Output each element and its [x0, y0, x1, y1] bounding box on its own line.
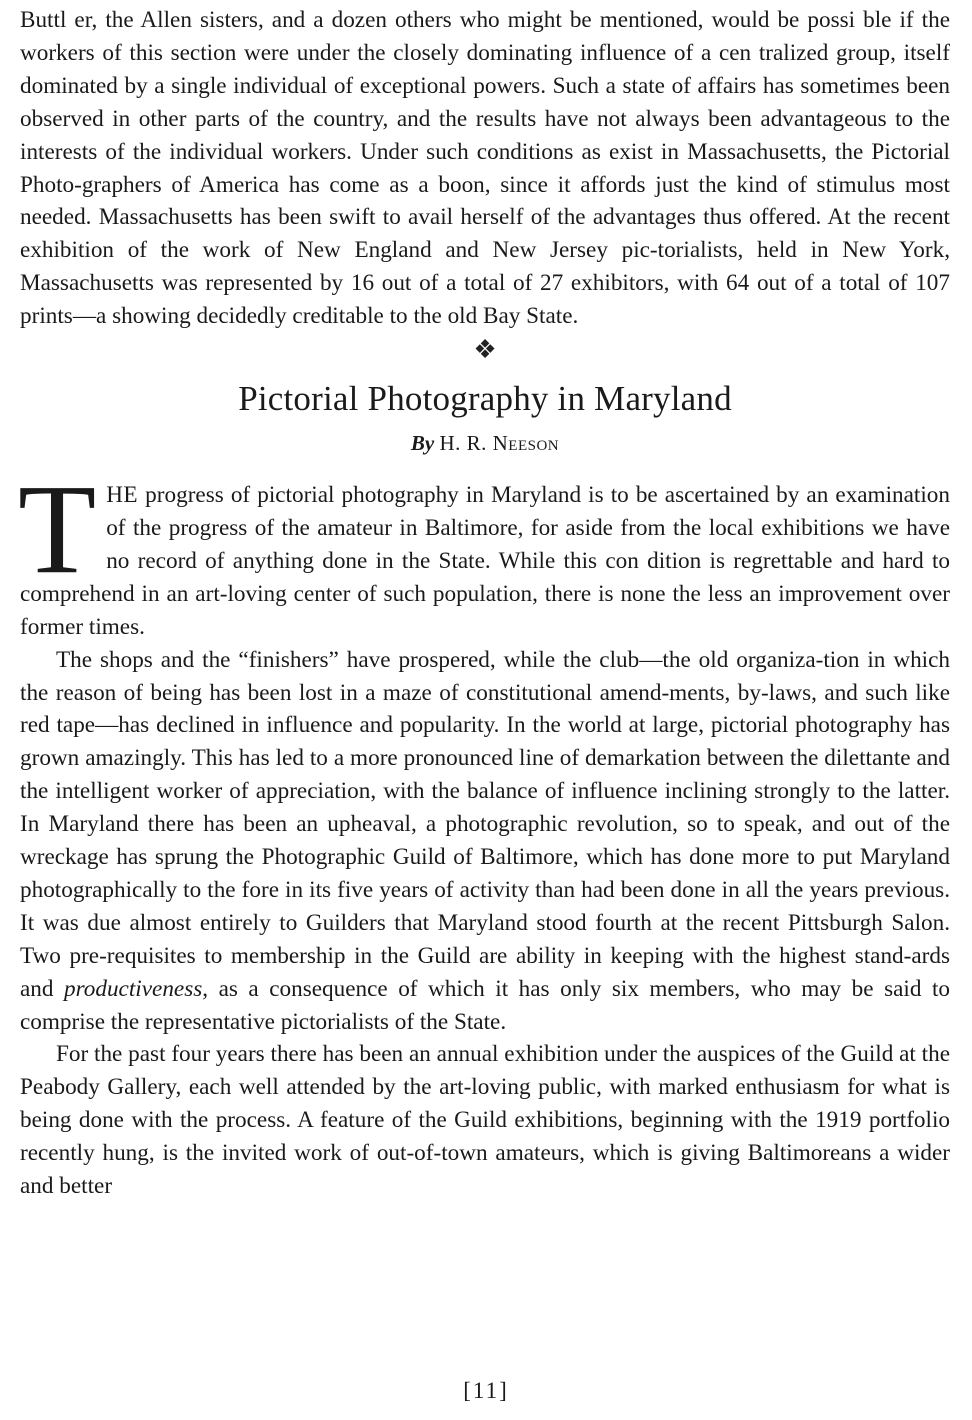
byline — [20, 429, 950, 457]
drop-cap: T — [18, 458, 97, 601]
article-paragraph-3: For the past four years there has been an annual exhibition under the auspices of the Guild at the Peabody Gallery, each well attended by the art-loving public, with marked enthusiasm for what is being done with the process. A feature of the Guild exhibitions, beginning with the 1919 portfolio recently hung, is the invited work of out-of-town amateurs, which is giving Baltimoreans a wider and better — [20, 1041, 950, 1200]
first-word-rest: HE — [106, 482, 139, 509]
emphasis-productiveness: productiveness — [64, 975, 203, 1002]
article-paragraph-1 — [18, 458, 950, 644]
author-name: H. R. Neeson — [439, 431, 560, 456]
page-number: [11] — [463, 1378, 509, 1403]
section-ornament-icon: ❖ — [473, 335, 497, 365]
paragraph-2-text-start: The shops and the “finishers” have prospered, while the club—the old organiza-tion in which the reason of being has been lost in a maze of constitutional amend-ments, by-laws, and such like red tape—has declined in influence and popularity. In the world at large, pictorial photography has grown amazingly. This has led to a more pronounced line of demarkation between the dilettante and the intelligent worker of appreciation, with the balance of influence inclining strongly to the latter. In Maryland there has been an upheaval, a photographic revolution, so to speak, and out of the wreckage has sprung the Photographic Guild of Baltimore, which has done more to put Maryland photographically to the fore in its five years of activity than had been done in all the years previous. It was due almost entirely to Guilders that Maryland stood fourth at the recent Pittsburgh Salon. Two pre-requisites to membership in the Guild are ability in keeping with the highest stand-ards and — [20, 646, 950, 1002]
article-paragraph-2 — [20, 644, 950, 1039]
paragraph-1-text: progress of pictorial photography in Maryland is to be ascertained by an examination of the progress of the amateur in Baltimore, for aside from the local exhibitions we have no record of anything done in the State. While this con dition is regrettable and hard to comprehend in an art-loving center of such population, there is none the less an improvement over former times. — [20, 482, 950, 640]
continuation-paragraph: Buttl er, the Allen sisters, and a dozen others who might be mentioned, would be possi ble if the workers of this section were under the closely dominating influence of a cen tralized group, itself dominated by a single individual of exceptional powers. Such a state of affairs has sometimes been observed in other parts of the country, and the results have not always been advantageous to the interests of the individual workers. Under such conditions as exist in Massachusetts, the Pictorial Photo-graphers of America has come as a boon, since it affords just the kind of stimulus most needed. Massachusetts has been swift to avail herself of the advantages thus offered. At the recent exhibition of the work of New England and New Jersey pic-torialists, held in New York, Massachusetts was represented by 16 out of a total of 27 exhibitors, with 64 out of a total of 107 prints—a showing decidedly creditable to the old Bay State. — [20, 7, 950, 330]
byline-prefix: By — [410, 431, 435, 456]
article-title: Pictorial Photography in Maryland — [238, 379, 732, 419]
paragraph-2-text-end: , as a consequence of which it has only six members, who may be said to comprise the representative pictorialists of the State. — [20, 975, 950, 1035]
